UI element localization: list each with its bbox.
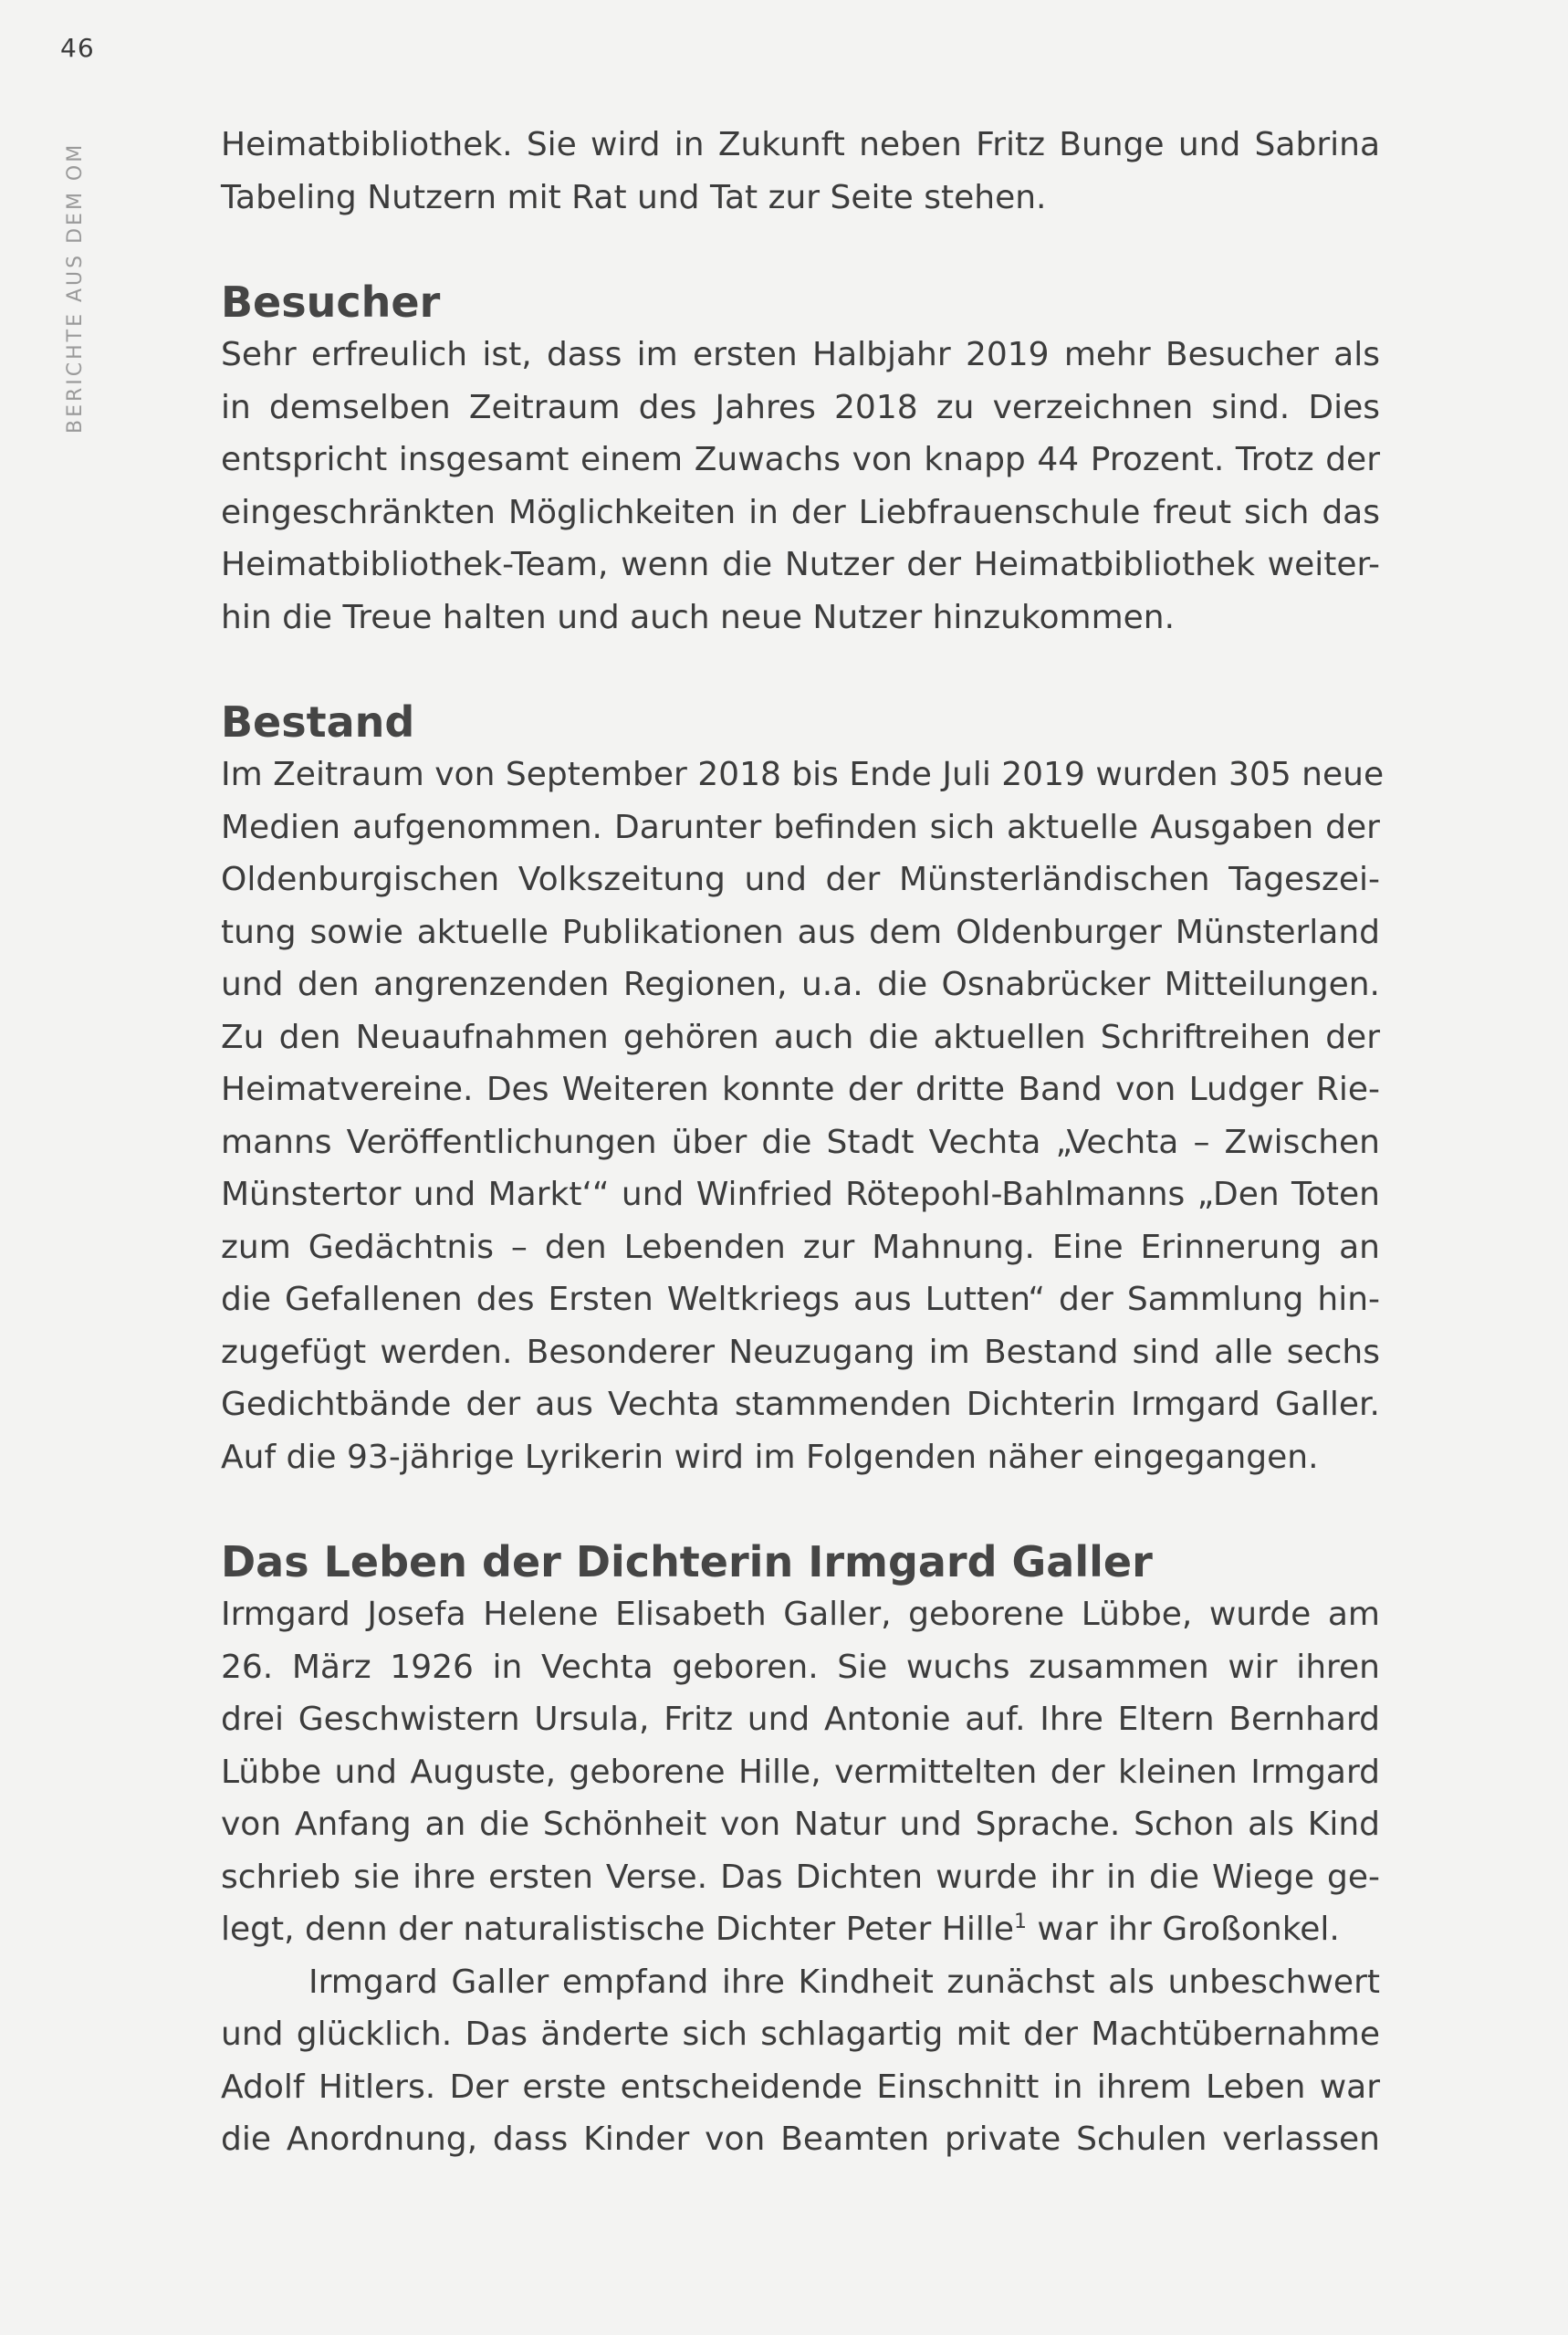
text-line: Lübbe und Auguste, geborene Hille, vermittelten der kleinen Irmgard <box>221 1753 1380 1791</box>
text-line: die Anordnung, dass Kinder von Beamten private Schulen verlassen <box>221 2120 1380 2158</box>
besucher-paragraph <box>221 329 1380 644</box>
text-segment: legt, denn der naturalistische Dichter Peter Hille <box>221 1911 1014 1948</box>
text-line: manns Veröffentlichungen über die Stadt Vechta „Vechta – Zwischen <box>221 1123 1380 1161</box>
text-line: Münstertor und Markt‘“ und Winfried Rötepohl-Bahlmanns „Den Toten <box>221 1176 1380 1213</box>
text-line: von Anfang an die Schönheit von Natur und Sprache. Schon als Kind <box>221 1806 1380 1843</box>
section-heading-besucher: Besucher <box>221 277 441 327</box>
leben-paragraph-2 <box>221 1956 1380 2166</box>
text-line: Tabeling Nutzern mit Rat und Tat zur Seite stehen. <box>221 178 1047 216</box>
page-number: 46 <box>60 33 95 63</box>
text-line: die Gefallenen des Ersten Weltkriegs aus Lutten“ der Sammlung hin- <box>221 1281 1380 1318</box>
text-segment: war ihr Großonkel. <box>1026 1911 1340 1948</box>
text-line: schrieb sie ihre ersten Verse. Das Dichten wurde ihr in die Wiege ge- <box>221 1858 1380 1896</box>
text-line: und den angrenzenden Regionen, u.a. die Osnabrücker Mitteilungen. <box>221 966 1380 1003</box>
text-line: hin die Treue halten und auch neue Nutzer hinzukommen. <box>221 598 1176 636</box>
text-line: Oldenburgischen Volkszeitung und der Münsterländischen Tageszei- <box>221 861 1380 898</box>
leben-paragraph-1 <box>221 1588 1380 1956</box>
text-line: Gedichtbände der aus Vechta stammenden Dichterin Irmgard Galler. <box>221 1386 1380 1423</box>
bestand-paragraph <box>221 749 1385 1483</box>
text-line: drei Geschwistern Ursula, Fritz und Antonie auf. Ihre Eltern Bernhard <box>221 1701 1380 1738</box>
text-line: und glücklich. Das änderte sich schlagartig mit der Machtübernahme <box>221 2016 1380 2053</box>
text-line: 26. März 1926 in Vechta geboren. Sie wuchs zusammen wir ihren <box>221 1648 1380 1686</box>
text-line: Medien aufgenommen. Darunter befinden sich aktuelle Ausgaben der <box>221 808 1380 846</box>
text-line: Heimatbibliothek. Sie wird in Zukunft neben Fritz Bunge und Sabrina <box>221 126 1380 163</box>
footnote-line <box>221 1903 1380 1956</box>
text-line: entspricht insgesamt einem Zuwachs von knapp 44 Prozent. Trotz der <box>221 441 1380 478</box>
text-line: Zu den Neuaufnahmen gehören auch die aktuellen Schriftreihen der <box>221 1018 1380 1056</box>
section-heading-bestand: Bestand <box>221 696 415 747</box>
text-line: Heimatvereine. Des Weiteren konnte der dritte Band von Ludger Rie- <box>221 1071 1380 1108</box>
running-head: BERICHTE AUS DEM OM <box>64 141 87 434</box>
text-line: Irmgard Galler empfand ihre Kindheit zunächst als unbeschwert <box>308 1963 1380 2001</box>
text-line: eingeschränkten Möglichkeiten in der Liebfrauenschule freut sich das <box>221 493 1380 531</box>
text-line: Im Zeitraum von September 2018 bis Ende Juli 2019 wurden 305 neue <box>221 756 1385 793</box>
text-line: Sehr erfreulich ist, dass im ersten Halbjahr 2019 mehr Besucher als <box>221 336 1380 373</box>
text-line: in demselben Zeitraum des Jahres 2018 zu verzeichnen sind. Dies <box>221 388 1380 426</box>
body-text <box>221 119 1385 2166</box>
text-line: Heimatbibliothek-Team, wenn die Nutzer der Heimatbibliothek weiter- <box>221 546 1380 583</box>
text-line: tung sowie aktuelle Publikationen aus dem Oldenburger Münsterland <box>221 913 1380 951</box>
text-line: zum Gedächtnis – den Lebenden zur Mahnung. Eine Erinnerung an <box>221 1228 1380 1266</box>
text-line: Irmgard Josefa Helene Elisabeth Galler, geborene Lübbe, wurde am <box>221 1596 1380 1633</box>
text-line: zugefügt werden. Besonderer Neuzugang im Bestand sind alle sechs <box>221 1333 1380 1371</box>
intro-paragraph <box>221 119 1380 224</box>
footnote-marker: 1 <box>1013 1911 1027 1933</box>
section-heading-leben: Das Leben der Dichterin Irmgard Galler <box>221 1536 1153 1586</box>
text-line: Adolf Hitlers. Der erste entscheidende Einschnitt in ihrem Leben war <box>221 2068 1380 2106</box>
text-line: Auf die 93-jährige Lyrikerin wird im Folgenden näher eingegangen. <box>221 1438 1319 1476</box>
